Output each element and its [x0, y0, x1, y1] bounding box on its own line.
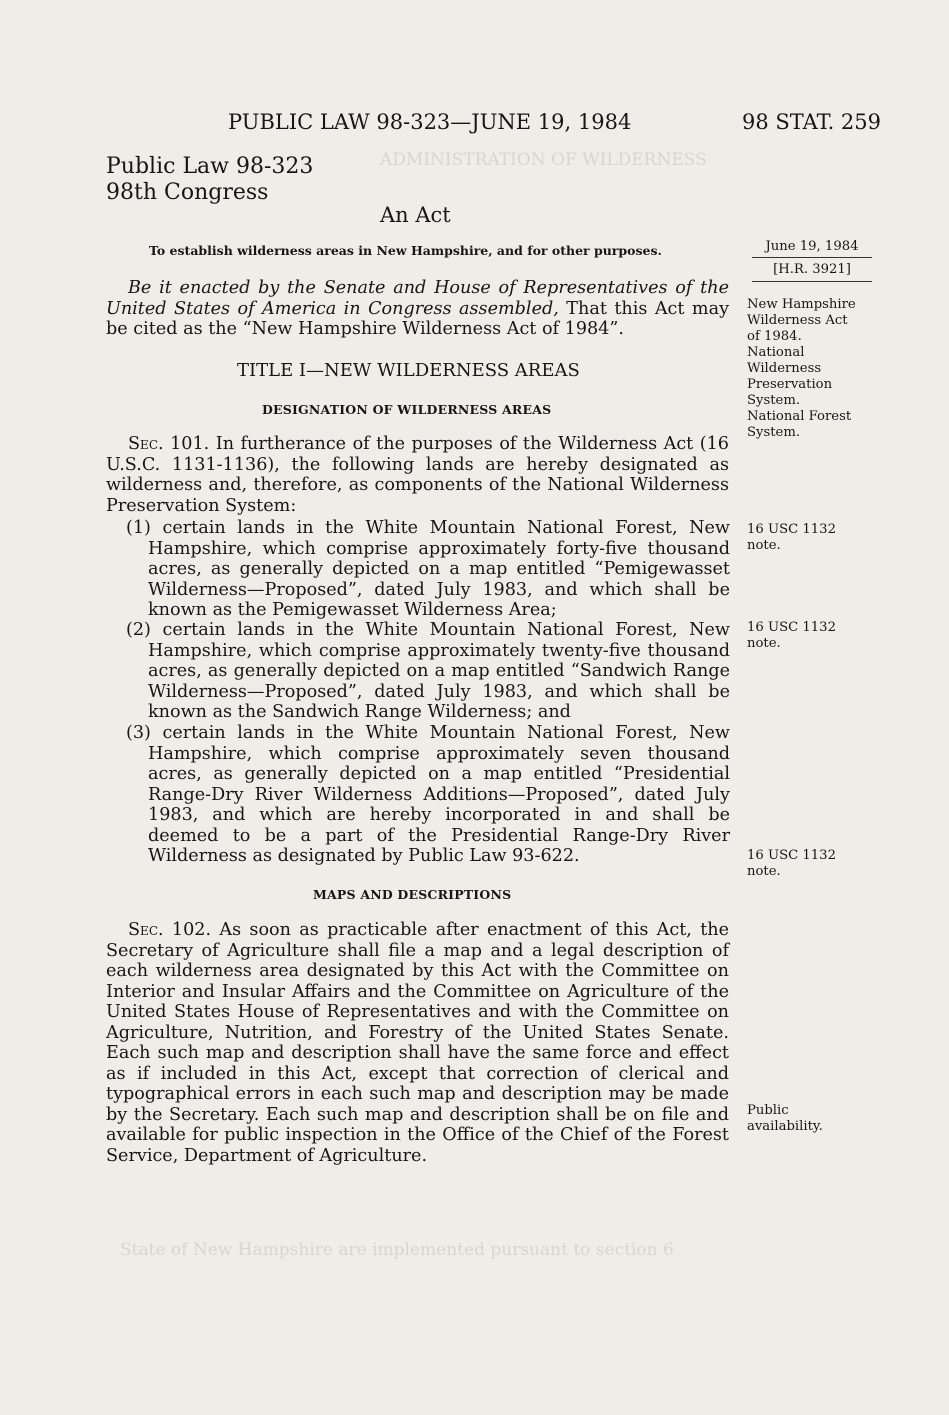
list-item-2-text: (2) certain lands in the White Mountain National Forest, New Hampshire, which comprise approximately twenty-five thousand acres, as generally depicted on a map entitled “Sandwich Range Wilderness—Proposed”, dated July 1983, and which shall be known as the Sandwich Range Wilderness; and: [126, 620, 730, 722]
margin-citation-note: note.: [747, 864, 781, 879]
act-purpose: To establish wilderness areas in New Hampshire, and for other purposes.: [149, 243, 662, 258]
margin-topic: New Hampshire: [747, 297, 856, 312]
bleed-through: State of New Hampshire are implemented pursuant to section 6: [120, 1240, 674, 1260]
list-item-1-text: (1) certain lands in the White Mountain National Forest, New Hampshire, which comprise approximately forty-five thousand acres, as generally depicted on a map entitled “Pemigewasset Wilderness—Proposed”, dated July 1983, and which shall be known as the Pemigewasset Wilderness Area;: [126, 518, 730, 620]
margin-topic: Wilderness: [747, 361, 822, 376]
running-header-law: PUBLIC LAW 98-323—JUNE 19, 1984: [228, 110, 632, 134]
margin-citation: 16 USC 1132: [747, 522, 836, 537]
margin-citation-3: [747, 848, 877, 880]
law-number: Public Law 98-323: [106, 154, 314, 179]
margin-topic: National: [747, 345, 805, 360]
list-item-3-text: (3) certain lands in the White Mountain National Forest, New Hampshire, which comprise approximately seven thousand acres, as generally depicted on a map entitled “Presidential Range-Dry River Wilderness Additions—Proposed”, dated July 1983, and which are hereby incorporated in and shall be deemed to be a part of the Presidential Range-Dry River Wilderness as designated by Public Law 93-622.: [126, 723, 730, 866]
section-102-text: As soon as practicable after enactment of this Act, the Secretary of Agriculture shall file a map and a legal description of each wilderness area designated by this Act with the Committee on Interior and Insular Affairs and the Committee on Agriculture of the United States House of Representatives and with the Committee on Agriculture, Nutrition, and Forestry of the United States Senate. Each such map and description shall have the same force and effect as if included in this Act, except that correction of clerical and typographical errors in each such map and description may be made by the Secretary. Each such map and description shall be on file and available for public inspection in the Office of the Chief of the Forest Service, Department of Agriculture.: [106, 920, 730, 1166]
list-item-3: [126, 723, 730, 867]
margin-topic: Preservation: [747, 377, 833, 392]
margin-topic: Wilderness Act: [747, 313, 848, 328]
margin-bill-block: [752, 262, 872, 278]
section-101-text: In furtherance of the purposes of the Wilderness Act (16 U.S.C. 1131-1136), the following lands are hereby designated as wilderness and, therefore, as components of the National Wilderness Preservation System:: [106, 434, 729, 516]
running-header-stat: 98 STAT. 259: [742, 110, 882, 134]
margin-rule: [752, 257, 872, 258]
margin-public-availability: [747, 1103, 877, 1135]
section-101-label: Sec. 101.: [128, 434, 210, 454]
margin-date-block: [752, 239, 872, 255]
margin-citation-note: note.: [747, 636, 781, 651]
list-item-1: [126, 518, 730, 621]
section-heading-maps: MAPS AND DESCRIPTIONS: [313, 887, 512, 902]
margin-topic: National Forest: [747, 409, 852, 424]
title-heading: TITLE I—NEW WILDERNESS AREAS: [237, 360, 580, 381]
section-102: [106, 920, 729, 1166]
bleed-through: ADMINISTRATION OF WILDERNESS: [380, 150, 707, 170]
margin-topic: System.: [747, 425, 801, 440]
margin-citation-1: [747, 522, 877, 554]
margin-topic: of 1984.: [747, 329, 802, 344]
margin-topic: System.: [747, 393, 801, 408]
margin-topics: [747, 297, 877, 441]
enacting-clause: [106, 278, 729, 340]
margin-citation-note: note.: [747, 538, 781, 553]
margin-public: Public: [747, 1103, 789, 1118]
margin-citation: 16 USC 1132: [747, 620, 836, 635]
margin-rule: [752, 281, 872, 282]
margin-availability: availability.: [747, 1119, 823, 1134]
enacting-clause-rest: That this Act may be cited as the “New Hampshire Wilderness Act of 1984”.: [106, 298, 730, 339]
act-heading: An Act: [380, 203, 451, 227]
enacting-clause-italic: Be it enacted by the Senate and House of Representatives of the United States of America in Congress assembled,: [106, 278, 729, 319]
margin-date: June 19, 1984: [765, 239, 859, 254]
section-heading-designation: DESIGNATION OF WILDERNESS AREAS: [262, 402, 552, 417]
congress: 98th Congress: [106, 180, 269, 205]
list-item-2: [126, 620, 730, 723]
margin-bill: [H.R. 3921]: [773, 262, 851, 277]
section-101: [106, 434, 729, 516]
margin-citation: 16 USC 1132: [747, 848, 836, 863]
section-102-label: Sec. 102.: [128, 920, 212, 940]
margin-citation-2: [747, 620, 877, 652]
